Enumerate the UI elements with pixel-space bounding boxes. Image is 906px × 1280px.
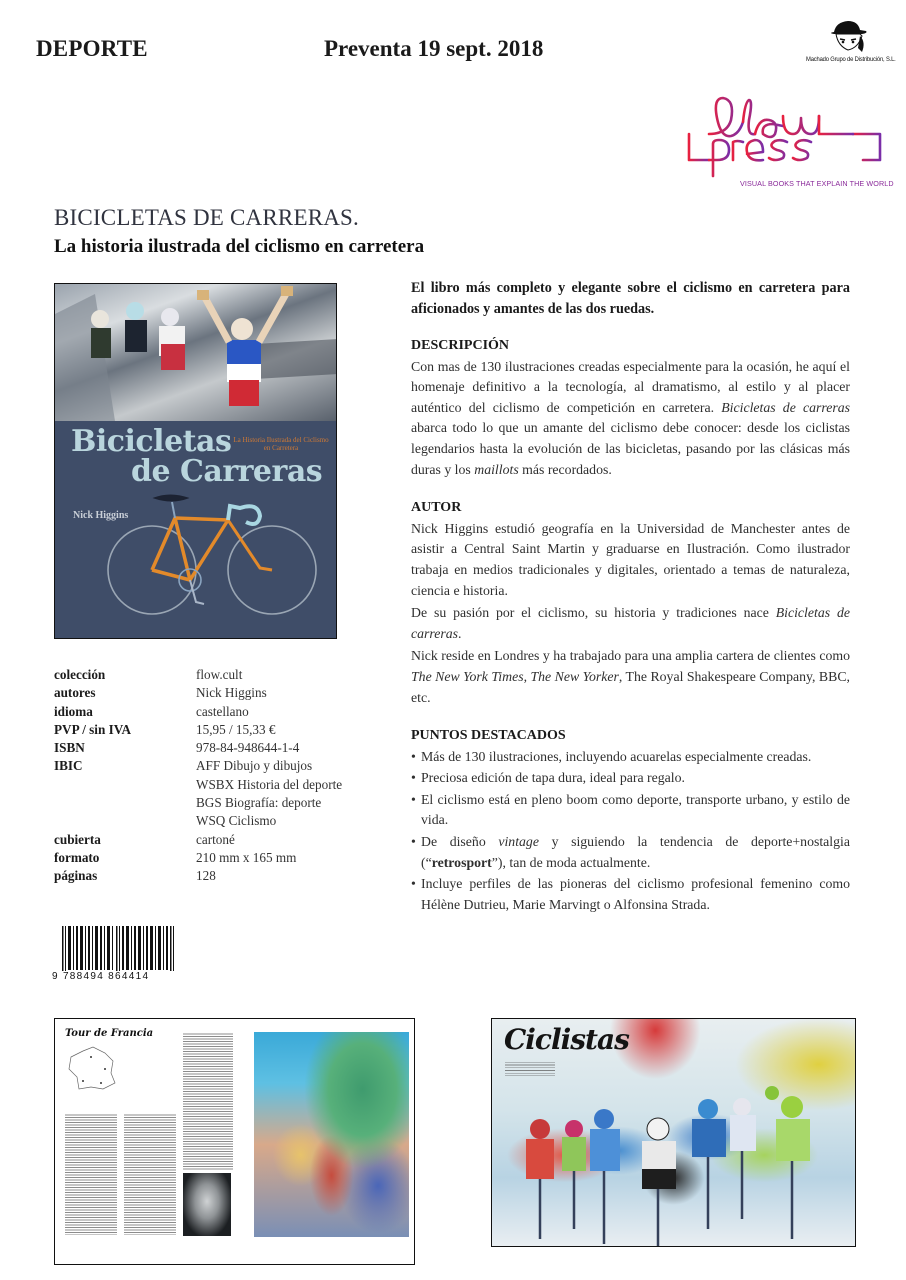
spec-value: castellano <box>196 703 249 719</box>
lead-statement: El libro más completo y elegante sobre el ciclismo en carretera para aficionados y amantes de las dos ruedas. <box>411 280 850 317</box>
spec-row <box>54 666 342 684</box>
text-column <box>183 1032 233 1170</box>
bicycle-icon <box>100 488 325 628</box>
author-text: , The Royal Shakespeare Company, BBC, etc. <box>411 668 850 705</box>
spec-value: flow.cult <box>196 667 243 682</box>
author-paragraph-3 <box>411 646 850 708</box>
description-text: más recordados. <box>518 461 612 477</box>
spec-value: cartoné <box>196 831 235 847</box>
list-item: • Incluye perfiles de las pioneras del ciclismo profesional femenino como Hélène Dutrieu, Marie Marvingt o Alfonsina Strada. <box>411 874 850 915</box>
highlight-text: y siguiendo la tendencia de deporte+nostalgia (“ <box>421 834 850 870</box>
highlights-list <box>411 747 850 916</box>
category-label: DEPORTE <box>36 36 148 61</box>
spec-value: BGS Biografía: deporte <box>196 795 322 811</box>
vintage-italic: vintage <box>498 834 539 850</box>
cover-subtitle: La Historia Ilustrada del Ciclismo en Carretera <box>233 436 329 452</box>
flowpress-tagline: VISUAL BOOKS THAT EXPLAIN THE WORLD <box>740 179 894 188</box>
list-item: • Más de 130 ilustraciones, incluyendo acuarelas especialmente creadas. <box>411 747 850 768</box>
author-text: , <box>523 668 531 684</box>
spec-row <box>54 684 342 702</box>
cover-illustration-cyclists <box>55 284 336 421</box>
spec-label <box>54 776 196 794</box>
retrosport-bold: retrosport <box>431 854 492 870</box>
spec-label <box>54 794 196 812</box>
isbn-barcode <box>52 926 190 982</box>
cover-title-line1: Bicicletas <box>71 424 232 459</box>
spec-label: PVP / sin IVA <box>54 721 132 737</box>
intro-text-block <box>505 1060 555 1076</box>
spec-label: ISBN <box>54 740 85 756</box>
tour-crowd-illustration <box>254 1032 409 1237</box>
sample-spread-ciclistas <box>491 1018 856 1247</box>
spec-label: colección <box>54 667 106 682</box>
maillots-italic: maillots <box>474 461 519 477</box>
highlights-heading: PUNTOS DESTACADOS <box>411 728 566 744</box>
author-paragraph-2 <box>411 603 850 644</box>
france-map-icon <box>63 1043 119 1093</box>
distributor-logo <box>806 18 896 63</box>
text-column <box>124 1113 176 1235</box>
author-text: De su pasión por el ciclismo, su historia y tradiciones nace <box>411 605 776 621</box>
peloton-illustration <box>492 1079 856 1247</box>
barcode-digits: 9 788494 864414 <box>52 971 192 982</box>
book-description-column <box>411 278 850 915</box>
spec-row <box>54 721 342 739</box>
spec-value: Nick Higgins <box>196 685 267 701</box>
spec-value: 15,95 / 15,33 € <box>196 721 276 737</box>
distributor-name: Machado Grupo de Distribución, S.L. <box>806 56 896 63</box>
highlight-text: ”), tan de moda actualmente. <box>491 854 651 870</box>
spec-label: idioma <box>54 703 93 719</box>
spec-label: páginas <box>54 868 98 884</box>
spec-row <box>54 849 342 867</box>
client-new-yorker: The New Yorker <box>530 668 619 684</box>
portrait-photo <box>183 1173 231 1236</box>
spec-label: IBIC <box>54 758 83 774</box>
spec-row <box>54 757 342 775</box>
book-cover-image <box>54 283 337 639</box>
author-paragraph-1: Nick Higgins estudió geografía en la Universidad de Manchester antes de asistir a Central Saint Martin y graduarse en Ilustración. Como ilustrador trabaja en medios tradicionales y digitales, orientado a temas de naturaleza, ciencia e historia. <box>411 520 850 598</box>
author-text: Nick reside en Londres y ha trabajado para una amplia cartera de clientes como <box>411 648 850 664</box>
list-item: • Preciosa edición de tapa dura, ideal para regalo. <box>411 768 850 789</box>
author-text: . <box>458 625 462 641</box>
description-text: abarca todo lo que un amante del ciclismo debe conocer: desde los ciclistas legendarios hasta la evolución de las bicicletas, pasando por las clásicas más duras y los <box>411 420 850 477</box>
spec-label: formato <box>54 849 100 865</box>
spec-label: autores <box>54 685 96 701</box>
flowpress-logo <box>683 94 894 202</box>
presale-date: Preventa 19 sept. 2018 <box>324 36 544 61</box>
description-paragraph <box>411 357 850 481</box>
client-nyt: The New York Times <box>411 668 524 684</box>
cover-author: Nick Higgins <box>73 510 129 521</box>
spec-row <box>54 794 342 812</box>
sample-spread-tour-de-francia <box>54 1018 415 1265</box>
highlight-text: De diseño <box>421 834 499 850</box>
spec-value: 978-84-948644-1-4 <box>196 740 300 756</box>
spec-value: AFF Dibujo y dibujos <box>196 758 313 774</box>
spec-row <box>54 812 342 830</box>
flowpress-wordmark-icon <box>683 94 888 184</box>
spec-row <box>54 867 342 885</box>
book-title: BICICLETAS DE CARRERAS. <box>54 205 359 230</box>
spec-label: cubierta <box>54 831 101 847</box>
list-item <box>411 832 850 873</box>
spec-value: 128 <box>196 868 216 884</box>
spec-value: WSBX Historia del deporte <box>196 776 343 792</box>
list-item: • El ciclismo está en pleno boom como deporte, transporte urbano, y estilo de vida. <box>411 790 850 831</box>
spec-label <box>54 812 196 830</box>
book-title-italic: Bicicletas de carreras <box>721 399 850 415</box>
spread-title: Tour de Francia <box>65 1028 154 1039</box>
book-title-italic: Bicicletas de carreras <box>411 605 850 641</box>
spec-row <box>54 739 342 757</box>
cover-title-line2: de Carreras <box>131 454 323 489</box>
hat-man-icon <box>826 18 870 54</box>
spec-value: 210 mm x 165 mm <box>196 849 297 865</box>
description-heading: DESCRIPCIÓN <box>411 338 510 353</box>
spec-row <box>54 776 342 794</box>
spec-table <box>54 666 342 886</box>
description-text: Con mas de 130 ilustraciones creadas especialmente para la ocasión, he aquí el homenaje definitivo a la tecnología, al dramatismo, al estilo y al placer auténtico del ciclismo de competición en carretera. <box>411 358 850 415</box>
spread-title: Ciclistas <box>504 1023 629 1056</box>
barcode-icon <box>52 926 190 974</box>
text-column <box>65 1113 117 1235</box>
spec-value: WSQ Ciclismo <box>196 813 277 829</box>
author-heading: AUTOR <box>411 500 462 516</box>
spec-row <box>54 831 342 849</box>
spec-row <box>54 703 342 721</box>
book-subtitle: La historia ilustrada del ciclismo en carretera <box>54 236 425 257</box>
